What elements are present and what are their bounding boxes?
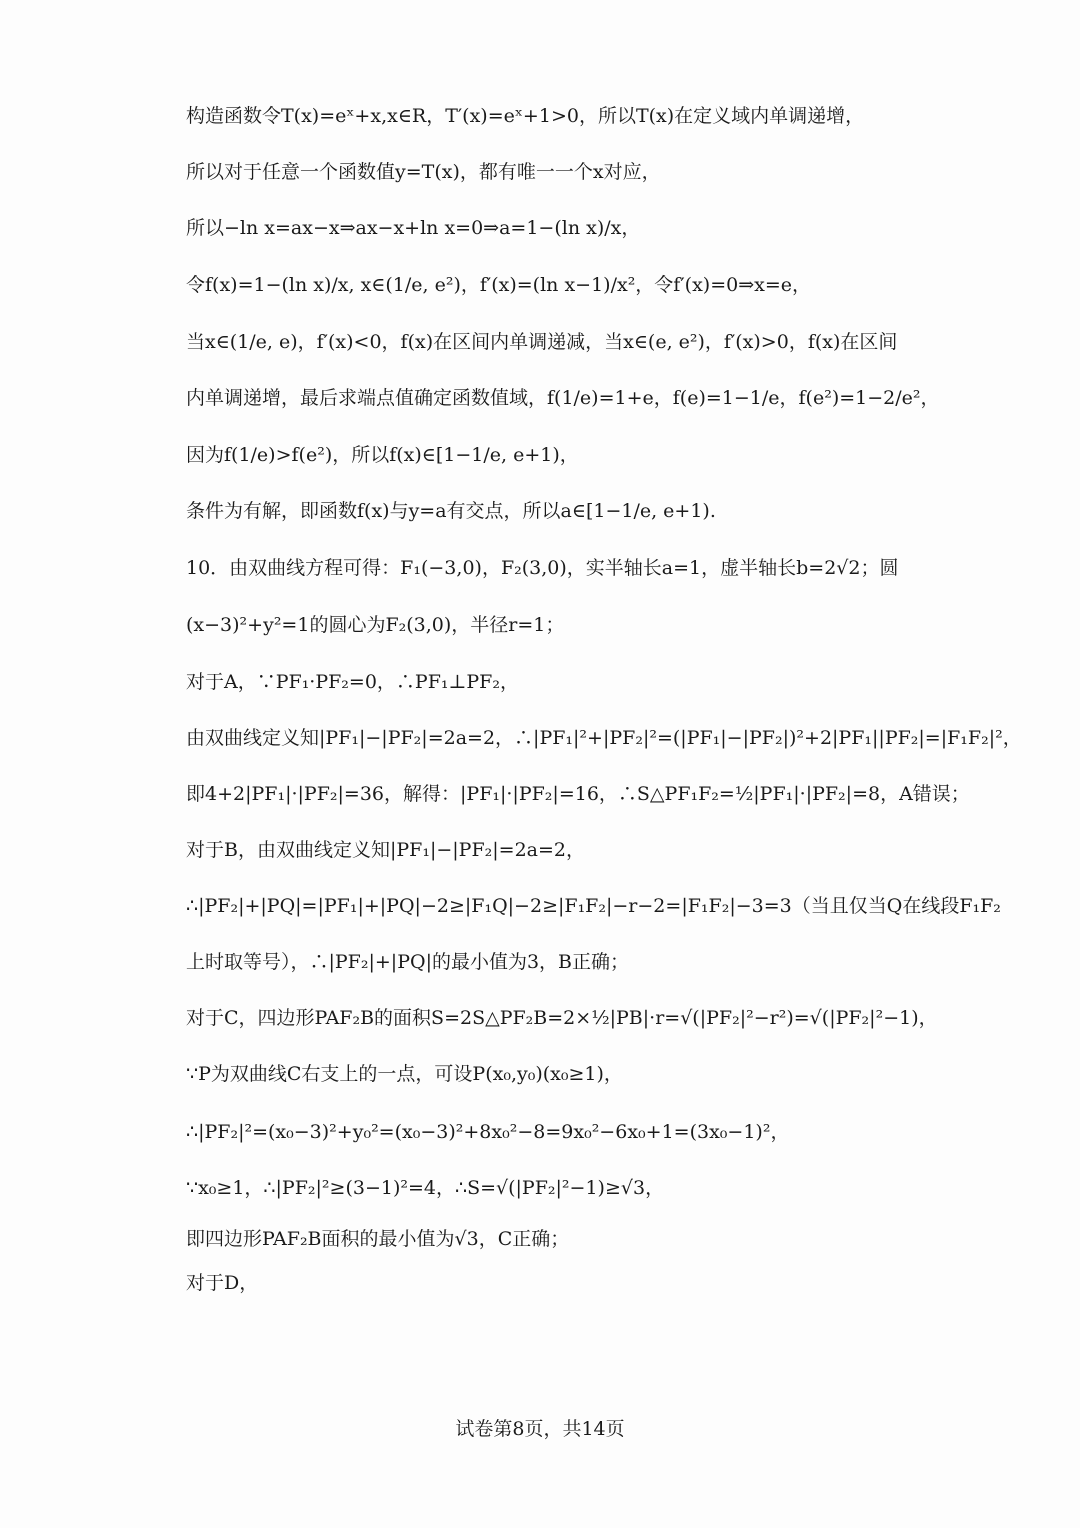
text-line-4: 令f(x)=1−(ln x)/x, x∈(1/e, e²)，f′(x)=(ln x−1)/x²，令f′(x)=0⇒x=e， bbox=[186, 274, 812, 296]
text-line-10: (x−3)²+y²=1的圆心为F₂(3,0)，半径r=1； bbox=[186, 614, 565, 636]
text-line-2: 所以对于任意一个函数值y=T(x)，都有唯一一个x对应， bbox=[186, 161, 661, 183]
text-line-13: 即4+2|PF₁|·|PF₂|=36，解得：|PF₁|·|PF₂|=16，∴S△PF₁F₂=½|PF₁|·|PF₂|=8，A错误； bbox=[186, 783, 970, 805]
text-line-14: 对于B，由双曲线定义知|PF₁|−|PF₂|=2a=2， bbox=[186, 839, 586, 861]
text-line-18: ∵P为双曲线C右支上的一点，可设P(x₀,y₀)(x₀≥1)， bbox=[186, 1063, 623, 1085]
page-footer: 试卷第8页，共14页 bbox=[455, 1418, 625, 1440]
text-line-1: 构造函数令T(x)=eˣ+x,x∈R，T′(x)=eˣ+1>0，所以T(x)在定义域内单调递增， bbox=[186, 105, 865, 127]
text-line-21: 即四边形PAF₂B面积的最小值为√3，C正确； bbox=[186, 1228, 570, 1250]
text-line-6: 内单调递增，最后求端点值确定函数值域，f(1/e)=1+e，f(e)=1−1/e，f(e²)=1−2/e²， bbox=[186, 387, 940, 409]
text-line-16: 上时取等号），∴|PF₂|+|PQ|的最小值为3，B正确； bbox=[186, 951, 630, 973]
text-line-22: 对于D， bbox=[186, 1272, 259, 1294]
text-line-8: 条件为有解，即函数f(x)与y=a有交点，所以a∈[1−1/e, e+1). bbox=[186, 500, 716, 522]
text-line-20: ∵x₀≥1，∴|PF₂|²≥(3−1)²=4，∴S=√(|PF₂|²−1)≥√3， bbox=[186, 1177, 665, 1199]
text-line-15: ∴|PF₂|+|PQ|=|PF₁|+|PQ|−2≥|F₁Q|−2≥|F₁F₂|−r−2=|F₁F₂|−3=3（当且仅当Q在线段F₁F₂ bbox=[186, 895, 1001, 917]
text-line-12: 由双曲线定义知|PF₁|−|PF₂|=2a=2，∴|PF₁|²+|PF₂|²=(|PF₁|−|PF₂|)²+2|PF₁||PF₂|=|F₁F₂|²， bbox=[186, 727, 1022, 749]
text-line-9: 10．由双曲线方程可得：F₁(−3,0)，F₂(3,0)，实半轴长a=1，虚半轴长b=2√2；圆 bbox=[186, 557, 899, 579]
text-line-5: 当x∈(1/e, e)，f′(x)<0，f(x)在区间内单调递减，当x∈(e, e²)，f′(x)>0，f(x)在区间 bbox=[186, 331, 898, 353]
text-line-3: 所以−ln x=ax−x⇒ax−x+ln x=0⇒a=1−(ln x)/x， bbox=[186, 217, 641, 239]
text-line-11: 对于A，∵PF₁·PF₂=0，∴PF₁⊥PF₂， bbox=[186, 671, 519, 693]
text-line-7: 因为f(1/e)>f(e²)，所以f(x)∈[1−1/e, e+1)， bbox=[186, 444, 579, 466]
text-line-17: 对于C，四边形PAF₂B的面积S=2S△PF₂B=2×½|PB|·r=√(|PF₂|²−r²)=√(|PF₂|²−1)， bbox=[186, 1007, 938, 1029]
text-line-19: ∴|PF₂|²=(x₀−3)²+y₀²=(x₀−3)²+8x₀²−8=9x₀²−6x₀+1=(3x₀−1)²， bbox=[186, 1121, 790, 1143]
